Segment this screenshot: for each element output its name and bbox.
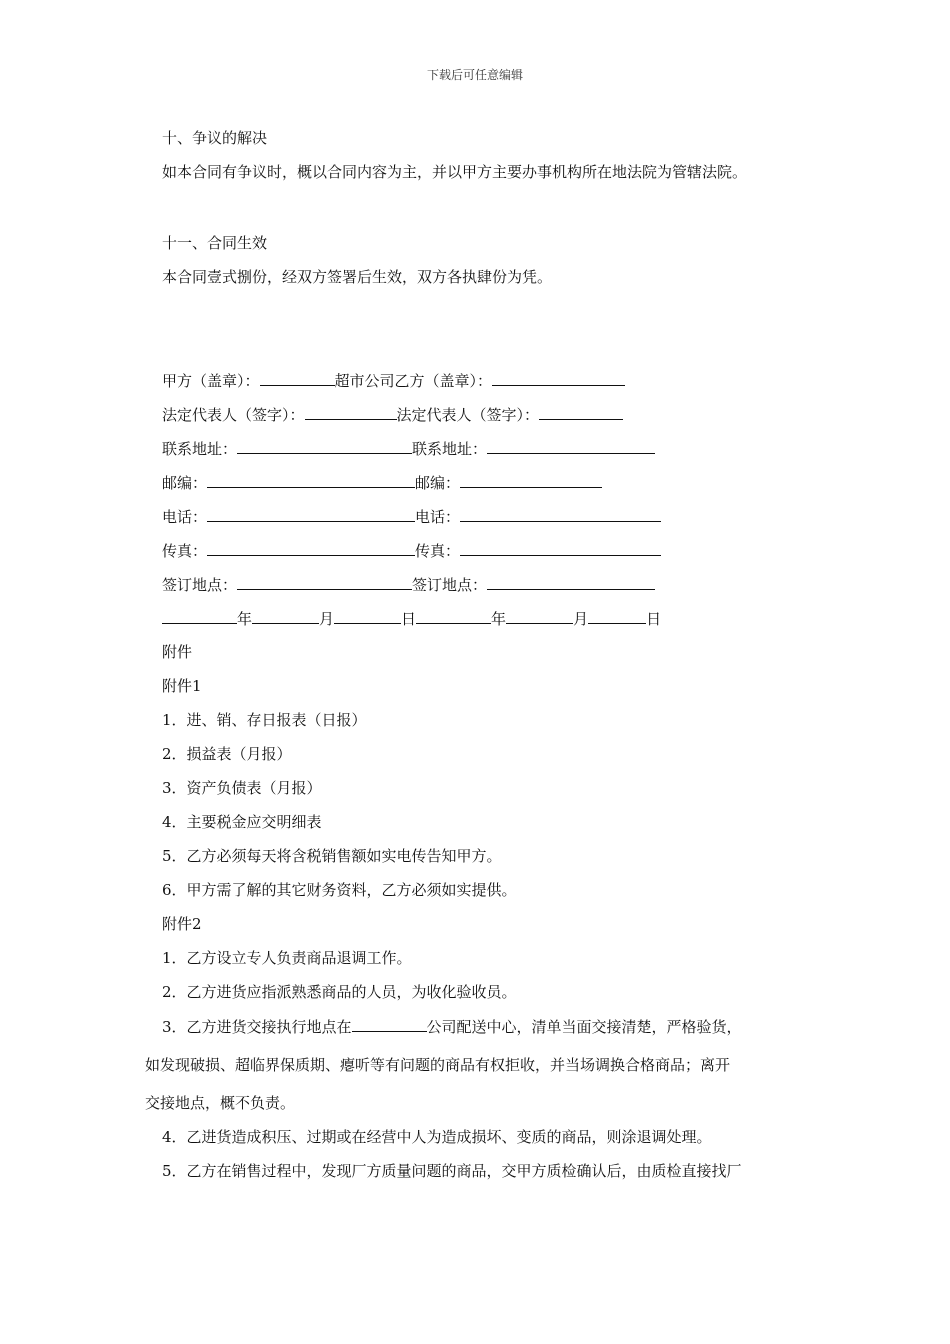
party-a-label: 甲方（盖章）： <box>162 372 260 390</box>
day-b-label: 日 <box>646 610 662 628</box>
annex2-item-2: 2．乙方进货应指派熟悉商品的人员，为收化验收员。 <box>162 983 517 1001</box>
month-a-label: 月 <box>319 610 335 628</box>
annex1-item-5: 5．乙方必须每天将含税销售额如实电传告知甲方。 <box>162 847 502 865</box>
year-a-blank <box>162 608 237 624</box>
year-a-label: 年 <box>237 610 253 628</box>
rep-a-label: 法定代表人（签字）： <box>162 406 305 424</box>
party-a-blank <box>260 370 335 386</box>
signature-row-phone <box>162 506 661 527</box>
section10-title: 十、争议的解决 <box>162 129 268 147</box>
annex-title: 附件 <box>162 643 193 661</box>
rep-b-blank <box>539 404 623 420</box>
party-a-suffix: 超市公司 <box>334 372 395 390</box>
signature-row-place <box>162 574 655 595</box>
month-b-blank <box>506 608 573 624</box>
annex1-item-6: 6．甲方需了解的其它财务资料，乙方必须如实提供。 <box>162 881 517 899</box>
place-a-label: 签订地点： <box>162 576 238 594</box>
annex1-item-3: 3．资产负债表（月报） <box>162 779 322 797</box>
annex1-item-4: 4．主要税金应交明细表 <box>162 813 322 831</box>
address-a-blank <box>237 438 412 454</box>
annex2-item-3-post: 公司配送中心，清单当面交接清楚，严格验货， <box>426 1018 742 1036</box>
annex1-title: 附件1 <box>162 677 202 695</box>
party-b-blank <box>492 370 625 386</box>
annex2-item-3-line2: 如发现破损、超临界保质期、瘪听等有问题的商品有权拒收，并当场调换合格商品；离开 <box>145 1056 731 1074</box>
day-b-blank <box>588 608 646 624</box>
section10-body: 如本合同有争议时，概以合同内容为主，并以甲方主要办事机构所在地法院为管辖法院。 <box>162 163 748 181</box>
day-a-label: 日 <box>401 610 417 628</box>
signature-row-postcode <box>162 472 602 493</box>
page-header: 下载后可任意编辑 <box>426 68 523 82</box>
signature-row-fax <box>162 540 661 561</box>
signature-row-address <box>162 438 655 459</box>
phone-a-blank <box>207 506 415 522</box>
place-a-blank <box>237 574 412 590</box>
section11-body: 本合同壹式捌份，经双方签署后生效，双方各执肆份为凭。 <box>162 268 553 286</box>
rep-b-label: 法定代表人（签字）： <box>396 406 540 424</box>
annex2-title: 附件2 <box>162 915 202 933</box>
signature-row-party <box>162 370 625 391</box>
place-b-blank <box>487 574 655 590</box>
place-b-label: 签订地点： <box>412 576 488 594</box>
annex1-item-1: 1．进、销、存日报表（日报） <box>162 711 367 729</box>
annex2-item-4: 4．乙进货造成积压、过期或在经营中人为造成损坏、变质的商品，则涂退调处理。 <box>162 1128 712 1146</box>
delivery-location-blank <box>352 1016 427 1032</box>
address-a-label: 联系地址： <box>162 440 238 458</box>
signature-row-rep <box>162 404 623 425</box>
phone-b-blank <box>460 506 661 522</box>
section11-title: 十一、合同生效 <box>162 234 268 252</box>
year-b-blank <box>416 608 491 624</box>
signature-row-date <box>162 608 661 629</box>
postcode-a-label: 邮编： <box>162 474 208 492</box>
annex2-item-3-pre: 3．乙方进货交接执行地点在 <box>162 1018 352 1036</box>
postcode-b-label: 邮编： <box>415 474 461 492</box>
month-a-blank <box>252 608 319 624</box>
annex2-item-5: 5．乙方在销售过程中，发现厂方质量问题的商品，交甲方质检确认后，由质检直接找厂 <box>162 1162 742 1180</box>
fax-b-label: 传真： <box>415 542 461 560</box>
rep-a-blank <box>305 404 397 420</box>
phone-a-label: 电话： <box>162 508 208 526</box>
party-b-label: 乙方（盖章）： <box>394 372 493 390</box>
year-b-label: 年 <box>491 610 507 628</box>
annex2-item-3-line3: 交接地点，概不负责。 <box>145 1094 296 1112</box>
postcode-a-blank <box>207 472 415 488</box>
postcode-b-blank <box>460 472 602 488</box>
annex1-item-2: 2．损益表（月报） <box>162 745 292 763</box>
fax-b-blank <box>460 540 661 556</box>
month-b-label: 月 <box>573 610 589 628</box>
address-b-blank <box>487 438 655 454</box>
fax-a-label: 传真： <box>162 542 208 560</box>
day-a-blank <box>334 608 401 624</box>
fax-a-blank <box>207 540 415 556</box>
annex2-item-1: 1．乙方设立专人负责商品退调工作。 <box>162 949 412 967</box>
annex2-item-3 <box>162 1016 742 1037</box>
address-b-label: 联系地址： <box>412 440 488 458</box>
phone-b-label: 电话： <box>415 508 461 526</box>
